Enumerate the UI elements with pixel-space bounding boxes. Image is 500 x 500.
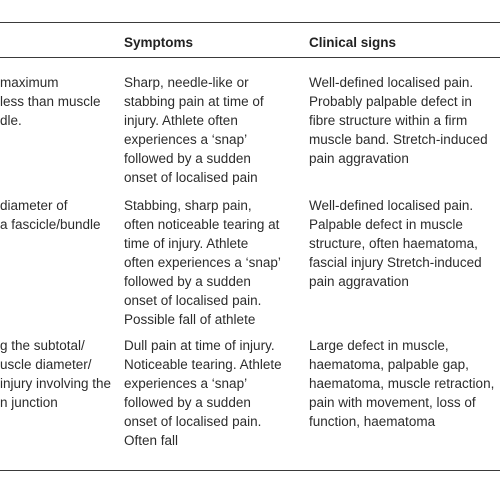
header-bottom-rule	[0, 57, 500, 58]
header-symptoms: Symptoms	[124, 35, 194, 50]
row-1-symptoms: Sharp, needle-like or stabbing pain at time of injury. Athlete often experiences a ‘snap’ followed by a sudden onset of localised pain	[124, 75, 264, 185]
row-2-clinical-signs: Well-defined localised pain. Palpable defect in muscle structure, often haematoma, fascial injury Stretch-induced pain aggravation	[309, 198, 482, 289]
row-2-definition: diameter of a fascicle/bundle	[0, 198, 101, 232]
table-bottom-rule	[0, 470, 500, 471]
row-2-symptoms: Stabbing, sharp pain, often noticeable tearing at time of injury. Athlete often experiences a ‘snap’ followed by a sudden onset of localised pain. Possible fall of athlete	[124, 198, 281, 327]
row-3-symptoms: Dull pain at time of injury. Noticeable tearing. Athlete experiences a ‘snap’ followed by a sudden onset of localised pain. Often fall	[124, 338, 282, 448]
row-3-definition: g the subtotal/ uscle diameter/ injury involving the n junction	[0, 338, 112, 410]
row-1-definition: maximum less than muscle dle.	[0, 75, 101, 128]
row-3-clinical-signs: Large defect in muscle, haematoma, palpable gap, haematoma, muscle retraction, pain with movement, loss of function, haematoma	[309, 338, 495, 429]
table-top-rule	[0, 22, 500, 23]
row-1-clinical-signs: Well-defined localised pain. Probably palpable defect in fibre structure within a firm muscle band. Stretch-induced pain aggravation	[309, 75, 488, 166]
header-clinical-signs: Clinical signs	[309, 35, 397, 50]
